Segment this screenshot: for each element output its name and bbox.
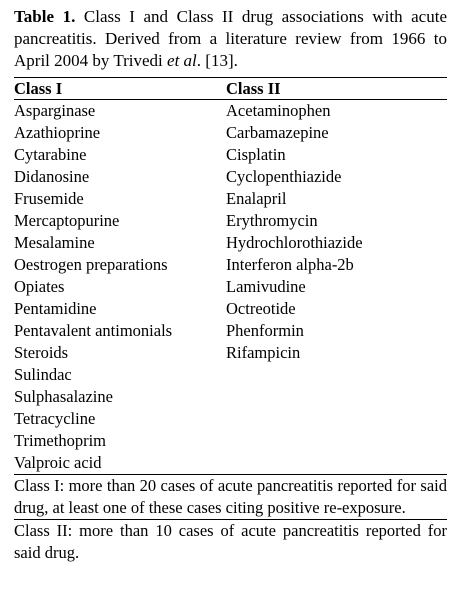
column-header-class-1: Class I [14,79,63,98]
cell-class-2-drug: Octreotide [226,299,296,318]
table-row [14,430,447,452]
caption-text-end: . [13]. [196,51,238,70]
cell-class-2-drug [226,386,447,408]
table-row [14,210,447,232]
cell-class-1-drug: Sulphasalazine [14,387,113,406]
caption-italic: et al [167,51,197,70]
cell-class-2-drug [226,364,447,386]
table-row [14,408,447,430]
cell-class-1-drug: Trimethoprim [14,431,106,450]
cell-class-1-drug: Azathioprine [14,123,101,142]
cell-class-1-drug: Valproic acid [14,453,102,472]
cell-class-2-drug: Erythromycin [226,211,318,230]
column-header-class-2: Class II [226,79,281,98]
cell-class-2-drug: Rifampicin [226,343,301,362]
cell-class-1-drug: Oestrogen preparations [14,255,168,274]
cell-class-1-drug: Pentavalent antimonials [14,321,173,340]
cell-class-2-drug: Lamivudine [226,277,306,296]
cell-class-2-drug [226,430,447,452]
table-row [14,100,447,122]
table-header-row [14,78,447,99]
cell-class-1-drug: Pentamidine [14,299,97,318]
cell-class-1-drug: Tetracycline [14,409,96,428]
cell-class-2-drug: Hydrochlorothiazide [226,233,363,252]
table-row [14,144,447,166]
table-row [14,122,447,144]
table-row [14,232,447,254]
table-row [14,342,447,364]
footnote-class-2: Class II: more than 10 cases of acute pancreatitis reported for said drug. [14,521,447,562]
table-row [14,298,447,320]
cell-class-1-drug: Mesalamine [14,233,95,252]
table-body [14,100,447,474]
caption-text: Class I and Class II drug associations with acute pancreatitis. Derived from a literature review from 1966 to April 2004 by Trivedi [14,7,447,70]
table-row [14,452,447,474]
table-row [14,364,447,386]
cell-class-1-drug: Asparginase [14,101,96,120]
cell-class-1-drug: Opiates [14,277,65,296]
table-row [14,276,447,298]
footnote-class-1: Class I: more than 20 cases of acute pancreatitis reported for said drug, at least one of these cases citing positive re-exposure. [14,476,447,517]
cell-class-2-drug: Carbamazepine [226,123,329,142]
cell-class-1-drug: Cytarabine [14,145,87,164]
table-row [14,254,447,276]
cell-class-2-drug: Enalapril [226,189,287,208]
caption-label: Table 1. [14,7,76,26]
cell-class-2-drug [226,452,447,474]
cell-class-2-drug: Cisplatin [226,145,286,164]
cell-class-1-drug: Frusemide [14,189,84,208]
cell-class-1-drug: Didanosine [14,167,90,186]
cell-class-2-drug: Interferon alpha-2b [226,255,354,274]
table-caption [14,6,447,72]
table-row [14,188,447,210]
cell-class-2-drug: Phenformin [226,321,304,340]
cell-class-2-drug: Cyclopenthiazide [226,167,342,186]
table-row [14,320,447,342]
cell-class-2-drug [226,408,447,430]
cell-class-1-drug: Sulindac [14,365,72,384]
table-row [14,386,447,408]
cell-class-1-drug: Mercaptopurine [14,211,120,230]
cell-class-1-drug: Steroids [14,343,69,362]
cell-class-2-drug: Acetaminophen [226,101,331,120]
table-row [14,166,447,188]
